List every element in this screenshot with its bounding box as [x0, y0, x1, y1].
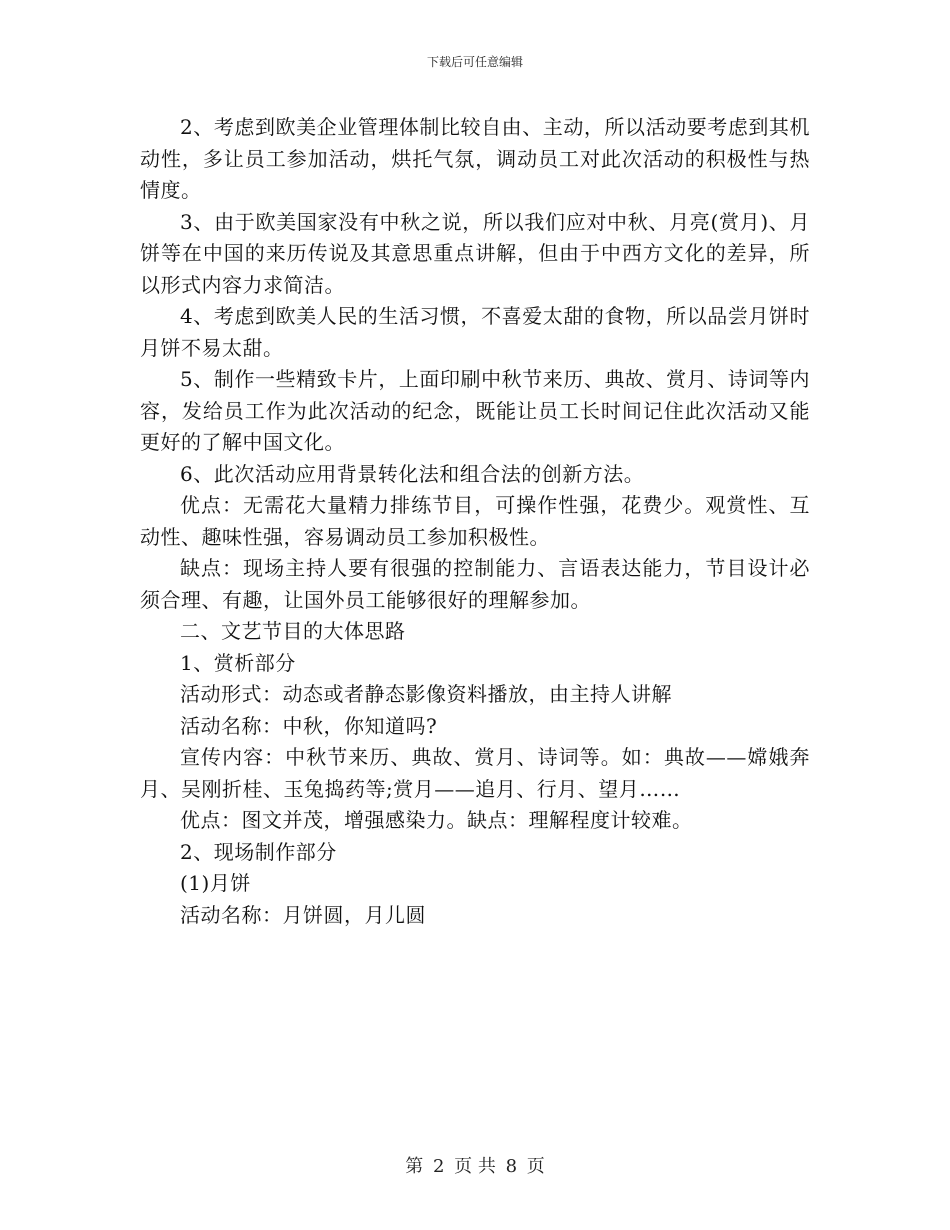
paragraph: 宣传内容：中秋节来历、典故、赏月、诗词等。如：典故——嫦娥奔月、吴刚折桂、玉兔捣药等;赏月——追月、行月、望月…… — [140, 745, 810, 801]
paragraph: 优点：无需花大量精力排练节目，可操作性强，花费少。观赏性、互动性、趣味性强，容易调动员工参加积极性。 — [140, 493, 810, 549]
paragraph: 活动形式：动态或者静态影像资料播放，由主持人讲解 — [180, 682, 672, 706]
paragraph: 5、制作一些精致卡片，上面印刷中秋节来历、典故、赏月、诗词等内容，发给员工作为此次活动的纪念，既能让员工长时间记住此次活动又能更好的了解中国文化。 — [140, 367, 810, 454]
document-body — [140, 112, 810, 931]
footer-suffix: 页 — [526, 1156, 545, 1177]
section-heading: 二、文艺节目的大体思路 — [180, 619, 406, 643]
paragraph: 4、考虑到欧美人民的生活习惯，不喜爱太甜的食物，所以品尝月饼时月饼不易太甜。 — [140, 304, 810, 360]
paragraph: 优点：图文并茂，增强感染力。缺点：理解程度计较难。 — [180, 808, 693, 832]
paragraph: 缺点：现场主持人要有很强的控制能力、言语表达能力，节目设计必须合理、有趣，让国外员工能够很好的理解参加。 — [140, 556, 810, 612]
paragraph: 2、考虑到欧美企业管理体制比较自由、主动，所以活动要考虑到其机动性，多让员工参加活动，烘托气氛，调动员工对此次活动的积极性与热情度。 — [140, 115, 810, 202]
paragraph: 活动名称：月饼圆，月儿圆 — [180, 902, 426, 927]
subsection-heading: 2、现场制作部分 — [180, 839, 337, 864]
header-note: 下载后可任意编辑 — [426, 55, 523, 69]
paragraph: 活动名称：中秋，你知道吗? — [180, 713, 438, 738]
item-heading: (1)月饼 — [180, 871, 251, 895]
current-page-number: 2 — [432, 1156, 445, 1177]
subsection-heading: 1、赏析部分 — [180, 650, 296, 675]
page-header — [0, 54, 950, 70]
footer-middle: 页 共 — [454, 1156, 496, 1177]
total-pages-number: 8 — [505, 1156, 518, 1177]
page-footer — [0, 1156, 950, 1178]
paragraph: 3、由于欧美国家没有中秋之说，所以我们应对中秋、月亮(赏月)、月饼等在中国的来历传说及其意思重点讲解，但由于中西方文化的差异，所以形式内容力求简洁。 — [140, 209, 810, 297]
footer-prefix: 第 — [405, 1156, 424, 1177]
paragraph: 6、此次活动应用背景转化法和组合法的创新方法。 — [180, 461, 645, 486]
